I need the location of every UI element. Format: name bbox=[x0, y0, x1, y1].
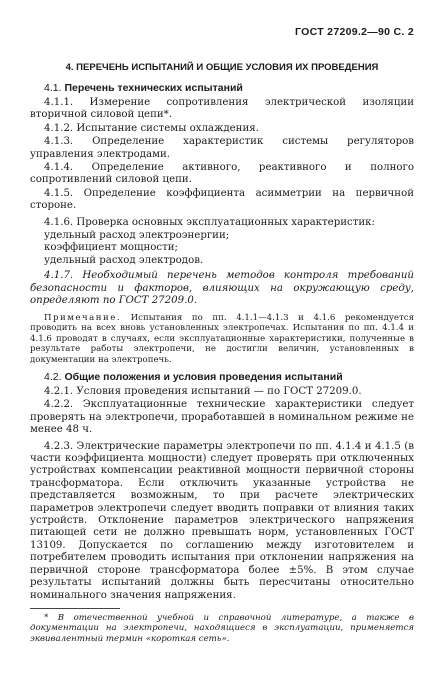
item-4-1-4: 4.1.4. Определение активного, реактивного и полного сопротивлений силовой цепи. bbox=[30, 162, 414, 186]
note-label: Примечание. bbox=[44, 312, 122, 323]
item-4-1-6: 4.1.6. Проверка основных эксплуатационных характеристик: bbox=[44, 216, 375, 228]
subsection-heading: Перечень технических испытаний bbox=[64, 82, 243, 94]
item-4-1-3: 4.1.3. Определение характеристик системы регуляторов управления электродами. bbox=[30, 136, 414, 160]
subsection-number: 4.2. bbox=[44, 371, 62, 383]
item-4-2-1: 4.2.1. Условия проведения испытаний — по ГОСТ 27209.0. bbox=[44, 386, 362, 397]
subsection-title-4-1 bbox=[44, 82, 414, 94]
subsection-title-4-2 bbox=[44, 371, 414, 383]
item-4-1-7: 4.1.7. Необходимый перечень методов контроля требований безопасности и факторов, влияющих на окружающую среду, определяют по ГОСТ 27209.0. bbox=[30, 270, 414, 307]
section-title: 4. ПЕРЕЧЕНЬ ИСПЫТАНИЙ И ОБЩИЕ УСЛОВИЯ ИХ ПРОВЕДЕНИЯ bbox=[65, 62, 379, 73]
item-4-2-2: 4.2.2. Эксплуатационные технические характеристики следует проверять на электропечи, проработавшей в номинальном режиме не менее 48 ч. bbox=[30, 399, 414, 436]
item-4-2-3: 4.2.3. Электрические параметры электропечи по пп. 4.1.4 и 4.1.5 (в части коэффициента мощности) следует проверять при отключенных устройствах компенсации реактивной мощности первичной стороны трансформатора. Если отключить указанные устройства не представляется возможным, то при расчете электрических параметров электропечи следует вводить поправки от влияния таких устройств. Отклонение параметров электрического напряжения питающей сети не должно превышать норм, установленных ГОСТ 13109. Допускается по соглашению между изготовителем и потребителем проводить испытания при отклонении напряжения на первичной стороне трансформатора более ±5%. В этом случае результаты испытаний должны быть пересчитаны относительно номинального значения напряжения. bbox=[30, 440, 414, 601]
item-4-1-5: 4.1.5. Определение коэффициента асимметрии на первичной стороне. bbox=[30, 187, 414, 212]
page-header: ГОСТ 27209.2—90 С. 2 bbox=[295, 26, 414, 38]
item-4-1-1: 4.1.1. Измерение сопротивления электрической изоляции вторичной силовой цепи*. bbox=[30, 97, 414, 121]
list-item: удельный расход электродов. bbox=[44, 254, 204, 266]
note-block bbox=[30, 313, 414, 366]
footnote: * В отечественной учебной и справочной литературе, а также в документации на электропечи, находящиеся в эксплуатации, применяется эквивалентный термин «короткая сеть». bbox=[30, 612, 414, 644]
list-item: удельный расход электроэнергии; bbox=[44, 230, 230, 242]
subsection-heading: Общие положения и условия проведения испытаний bbox=[64, 371, 343, 383]
list-item: коэффициент мощности; bbox=[44, 242, 178, 254]
note-text: Испытания по пп. 4.1.1—4.1.3 и 4.1.6 рекомендуется проводить на всех вновь установленных электропечах. Испытания по пп. 4.1.4 и 4.1.6 проводят в случаях, если эксплуатационные характеристики, полученные в результате работы электропечи, не достигли величин, установленных в документации на электропечь. bbox=[30, 312, 414, 365]
footnote-divider bbox=[30, 608, 120, 609]
item-4-1-2: 4.1.2. Испытание системы охлаждения. bbox=[44, 122, 259, 134]
subsection-number: 4.1. bbox=[44, 82, 62, 94]
